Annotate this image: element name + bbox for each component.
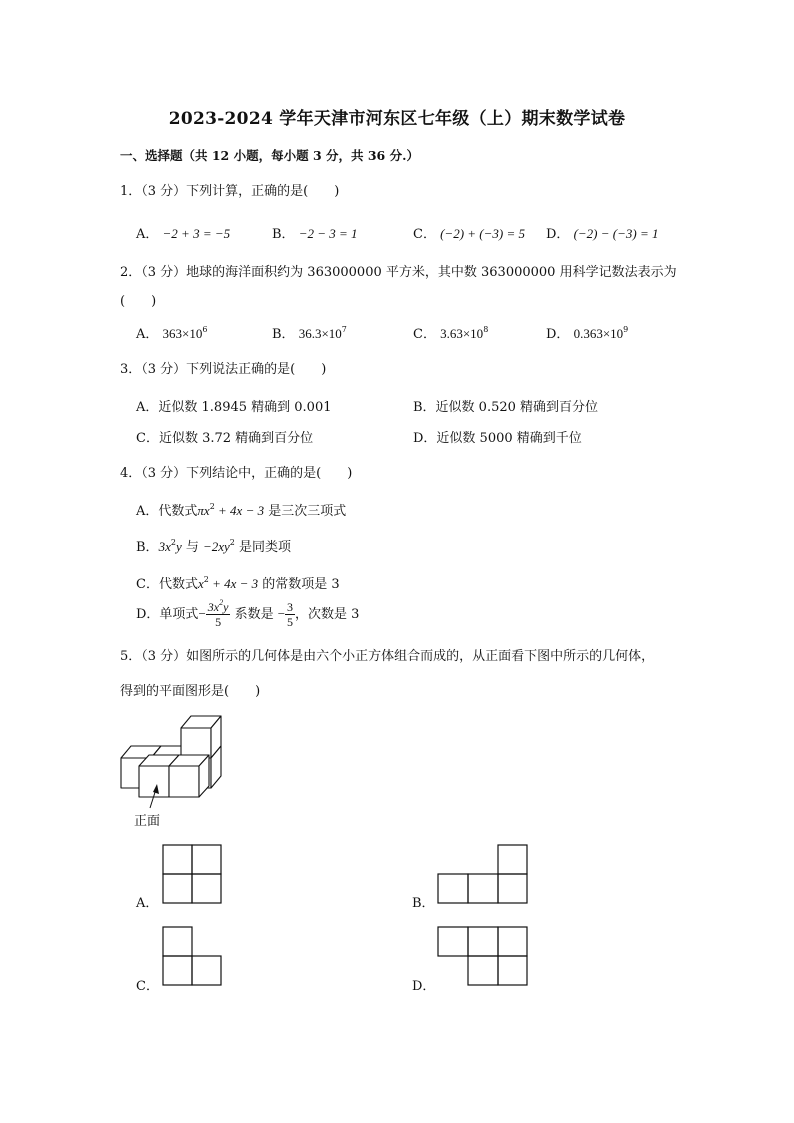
grid-square <box>163 927 192 956</box>
exam-title: 2023-2024 学年天津市河东区七年级（上）期末数学试卷 <box>168 109 626 129</box>
q4-option-d-num-1: 3x <box>207 600 220 614</box>
q1-option-a-math: −2 + 3 = −5 <box>162 226 231 241</box>
q2-option-a-base: 363×10 <box>162 326 203 341</box>
q4-option-b-term2: −2xy <box>202 539 230 554</box>
q3-stem: 3．（3 分）下列说法正确的是( ) <box>120 362 327 377</box>
q4-option-c-pre: C．代数式 <box>136 577 198 592</box>
q4-option-c-math-sup: 2 <box>203 575 209 584</box>
q1-stem: 1．（3 分）下列计算，正确的是( ) <box>120 184 340 199</box>
q4-option-a-pre: A．代数式 <box>136 504 198 519</box>
q2-option-b-base: 36.3×10 <box>298 326 342 341</box>
cube-stack <box>121 716 221 797</box>
cube-front-face <box>169 766 199 797</box>
q4-option-b-pre: B． <box>136 540 159 555</box>
q4-option-d-mid: 系数是 <box>230 607 278 622</box>
q4-option-b-term2-sup: 2 <box>229 538 235 547</box>
q3-option-a: A．近似数 1.8945 精确到 0.001 <box>136 400 332 415</box>
q5-figure-d <box>438 927 527 985</box>
grid-square <box>498 874 527 903</box>
q4-option-d-neg2: − <box>277 606 286 621</box>
q1-option-d-label: D． <box>546 227 570 242</box>
q2-option-c-exp: 8 <box>483 325 489 334</box>
section-heading: 一、选择题（共 12 小题，每小题 3 分，共 36 分.） <box>120 148 419 163</box>
q5-option-c-label: C． <box>136 979 159 994</box>
grid-square <box>163 956 192 985</box>
grid-square <box>468 956 498 985</box>
q4-option-b-term1-end: y <box>175 539 182 554</box>
grid-square <box>498 927 527 956</box>
q3-option-d: D．近似数 5000 精确到千位 <box>413 431 582 446</box>
q2-option-d-exp: 9 <box>623 325 629 334</box>
grid-square <box>468 927 498 956</box>
q4-option-d-neg: − <box>198 606 206 621</box>
q4-option-b-post: 是同类项 <box>234 540 292 555</box>
q1-option-c-label: C． <box>413 227 436 242</box>
q4-option-a-math-2: + 4x − 3 <box>214 503 265 518</box>
q4-option-d-den: 5 <box>215 615 222 629</box>
q5-figure-b <box>438 845 527 903</box>
q1-option-a-label: A． <box>136 227 159 242</box>
grid-square <box>192 956 221 985</box>
grid-square <box>438 927 468 956</box>
q3-option-c: C．近似数 3.72 精确到百分位 <box>136 431 314 446</box>
q4-option-d-den-b: 5 <box>287 615 294 629</box>
q2-option-a-exp: 6 <box>202 325 208 334</box>
q4-option-c-post: 的常数项是 3 <box>258 577 340 592</box>
grid-square <box>192 874 221 903</box>
grid-square <box>163 874 192 903</box>
q1-option-c-math: (−2) + (−3) = 5 <box>440 226 525 241</box>
q4-option-a-math-1: πx <box>197 503 210 518</box>
cube-front-face <box>181 728 211 758</box>
grid-square <box>438 874 468 903</box>
q2-option-d-label: D． <box>546 327 570 342</box>
q4-option-d-num-b: 3 <box>287 600 294 614</box>
q5-option-b-label: B． <box>412 896 435 911</box>
q4-option-c-math-2: + 4x − 3 <box>208 576 259 591</box>
q1-option-b-label: B． <box>272 227 295 242</box>
q2-option-a-label: A． <box>136 327 159 342</box>
q4-option-d-num-sup: 2 <box>219 598 224 607</box>
grid-square <box>163 845 192 874</box>
q5-figure-a <box>163 845 221 903</box>
q4-option-d-num-2: y <box>223 600 229 614</box>
q5-option-d-label: D． <box>412 979 436 994</box>
q5-figure-c <box>163 927 221 985</box>
q1-option-d-math: (−2) − (−3) = 1 <box>573 226 659 241</box>
q4-option-b-term1-sup: 2 <box>170 538 176 547</box>
q5-stem-cont: 得到的平面图形是( ) <box>120 684 261 699</box>
q1-option-b-math: −2 − 3 = 1 <box>298 226 358 241</box>
grid-square <box>498 845 527 874</box>
q4-option-c-math-1: x <box>197 576 204 591</box>
q3-option-b: B．近似数 0.520 精确到百分位 <box>413 400 599 415</box>
q4-option-b-term1: 3x <box>158 539 171 554</box>
cube-front-face <box>139 766 169 797</box>
q5-stem: 5．（3 分）如图所示的几何体是由六个小正方体组合而成的，从正面看下图中所示的几何体， <box>120 649 655 664</box>
grid-square <box>468 874 498 903</box>
q4-option-d-pre: D．单项式 <box>136 607 199 622</box>
q2-option-c-base: 3.63×10 <box>440 326 484 341</box>
q2-option-b-label: B． <box>272 327 295 342</box>
grid-square <box>498 956 527 985</box>
q2-option-b-exp: 7 <box>341 325 347 334</box>
q4-option-a-math-sup: 2 <box>209 502 215 511</box>
q2-stem-cont: ( ) <box>120 294 157 309</box>
q2-option-d-base: 0.363×10 <box>573 326 624 341</box>
q4-option-b-mid: 与 <box>181 540 203 555</box>
grid-square <box>192 845 221 874</box>
q2-stem: 2．（3 分）地球的海洋面积约为 363000000 平方米，其中数 363000000 用科学记数法表示为 <box>120 265 677 280</box>
q4-stem: 4．（3 分）下列结论中，正确的是( ) <box>120 466 353 481</box>
q5-option-a-label: A． <box>136 896 159 911</box>
q2-option-c-label: C． <box>413 327 436 342</box>
front-view-label: 正面 <box>134 814 161 829</box>
q4-option-d-post: ，次数是 3 <box>295 607 360 622</box>
q4-option-a-post: 是三次三项式 <box>264 504 347 519</box>
